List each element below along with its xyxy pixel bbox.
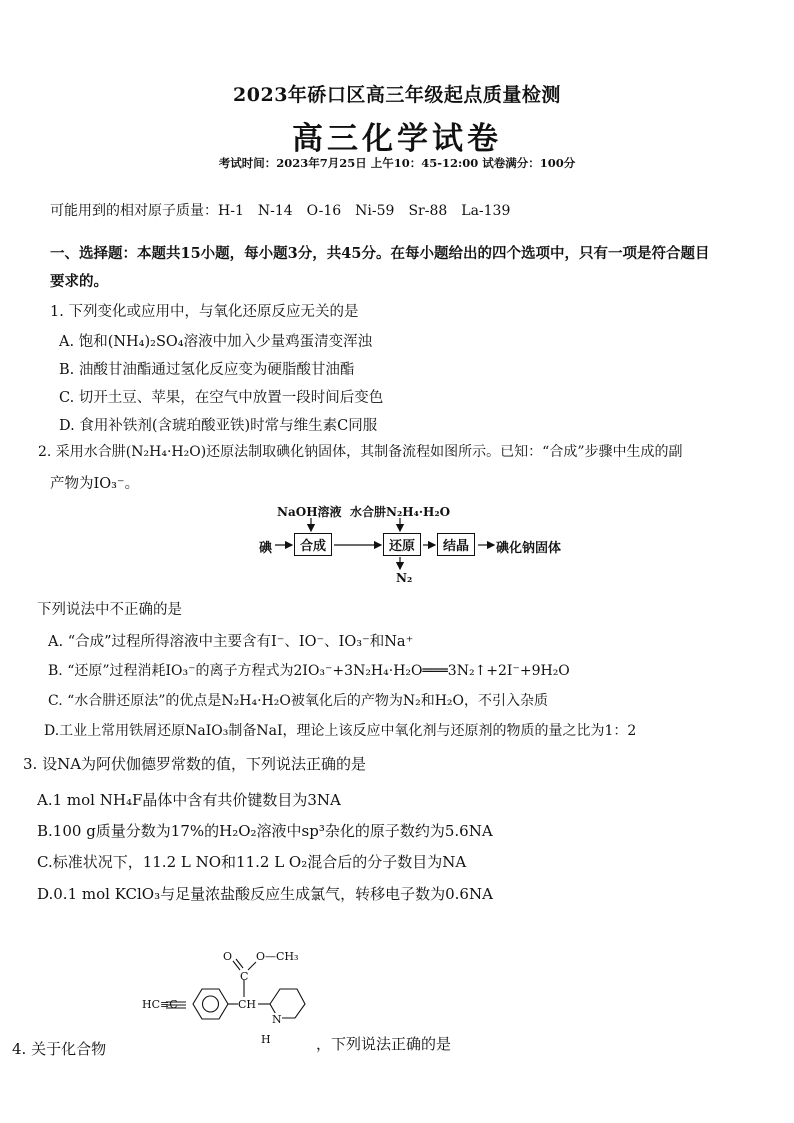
section-heading-line2: 要求的。: [50, 273, 108, 290]
q1-option-c: C. 切开土豆、苹果，在空气中放置一段时间后变色: [59, 390, 384, 406]
q3-option-d: D.0.1 mol KClO₃与足量浓盐酸反应生成氯气，转移电子数为0.6NA: [37, 885, 493, 903]
q1-stem: 1. 下列变化或应用中，与氧化还原反应无关的是: [50, 304, 359, 320]
section-heading-line1: 一、选择题：本题共15小题，每小题3分，共45分。在每小题给出的四个选项中，只有一项是符合题目: [50, 245, 710, 262]
q2-stem-line1: 2. 采用水合肼(N₂H₄·H₂O)还原法制取碘化钠固体，其制备流程如图所示。已知：“合成”步骤中生成的副: [38, 444, 683, 460]
atomic-masses: 可能用到的相对原子质量：H-1 N-14 O-16 Ni-59 Sr-88 La-139: [50, 203, 511, 219]
flow-start-iodine: 碘: [259, 541, 273, 556]
q2-option-b: B. “还原”过程消耗IO₃⁻的离子方程式为2IO₃⁻+3N₂H₄·H₂O═══3N₂↑+2I⁻+9H₂O: [48, 663, 570, 679]
flow-product: 碘化钠固体: [496, 541, 562, 556]
molecule-carbon: C: [240, 970, 249, 983]
exam-subtitle: 2023年硚口区高三年级起点质量检测: [233, 84, 561, 106]
flow-step-crystallize: 结晶: [437, 533, 475, 556]
q3-stem: 3. 设NA为阿伏伽德罗常数的值，下列说法正确的是: [23, 755, 367, 773]
molecule-methoxy: O—CH₃: [256, 950, 299, 963]
q2-option-a: A. “合成”过程所得溶液中主要含有I⁻、IO⁻、IO₃⁻和Na⁺: [48, 634, 414, 650]
flow-reagent-naoh: NaOH溶液: [277, 505, 342, 519]
q3-option-b: B.100 g质量分数为17%的H₂O₂溶液中sp³杂化的原子数约为5.6NA: [37, 822, 493, 840]
flow-byproduct: N₂: [396, 571, 413, 585]
q3-option-a: A.1 mol NH₄F晶体中含有共价键数目为3NA: [37, 791, 341, 809]
q4-stem-post: ，下列说法正确的是: [316, 1035, 452, 1053]
exam-info: 考试时间：2023年7月25日 上午10：45-12:00 试卷满分：100分: [218, 156, 576, 170]
q2-option-d: D.工业上常用铁屑还原NaIO₃制备NaI，理论上该反应中氧化剂与还原剂的物质的量之比为1：2: [44, 723, 637, 739]
q1-option-d: D. 食用补铁剂(含琥珀酸亚铁)时常与维生素C同服: [59, 418, 378, 434]
flow-step-synthesis: 合成: [294, 533, 332, 556]
q4-stem-pre: 4. 关于化合物: [12, 1040, 107, 1058]
molecule-hydrogen: H: [261, 1033, 271, 1046]
molecule-ch: CH: [238, 998, 257, 1011]
q2-option-c: C. “水合肼还原法”的优点是N₂H₄·H₂O被氧化后的产物为N₂和H₂O，不引入杂质: [48, 693, 549, 709]
molecule-carbonyl-o: O: [223, 950, 233, 963]
flow-reagent-hydrazine: 水合肼N₂H₄·H₂O: [350, 505, 451, 519]
q1-option-a: A. 饱和(NH₄)₂SO₄溶液中加入少量鸡蛋清变浑浊: [59, 334, 373, 350]
molecule-nitrogen: N: [272, 1013, 282, 1026]
q2-stem-line2: 产物为IO₃⁻。: [50, 476, 140, 492]
q2-prompt: 下列说法中不正确的是: [37, 602, 182, 618]
q1-option-b: B. 油酸甘油酯通过氢化反应变为硬脂酸甘油酯: [59, 362, 355, 378]
q3-option-c: C.标准状况下，11.2 L NO和11.2 L O₂混合后的分子数目为NA: [37, 853, 467, 871]
flow-step-reduction: 还原: [383, 533, 421, 556]
molecule-alkyne: HC≡C: [142, 998, 178, 1011]
exam-title: 高三化学试卷: [292, 121, 502, 157]
